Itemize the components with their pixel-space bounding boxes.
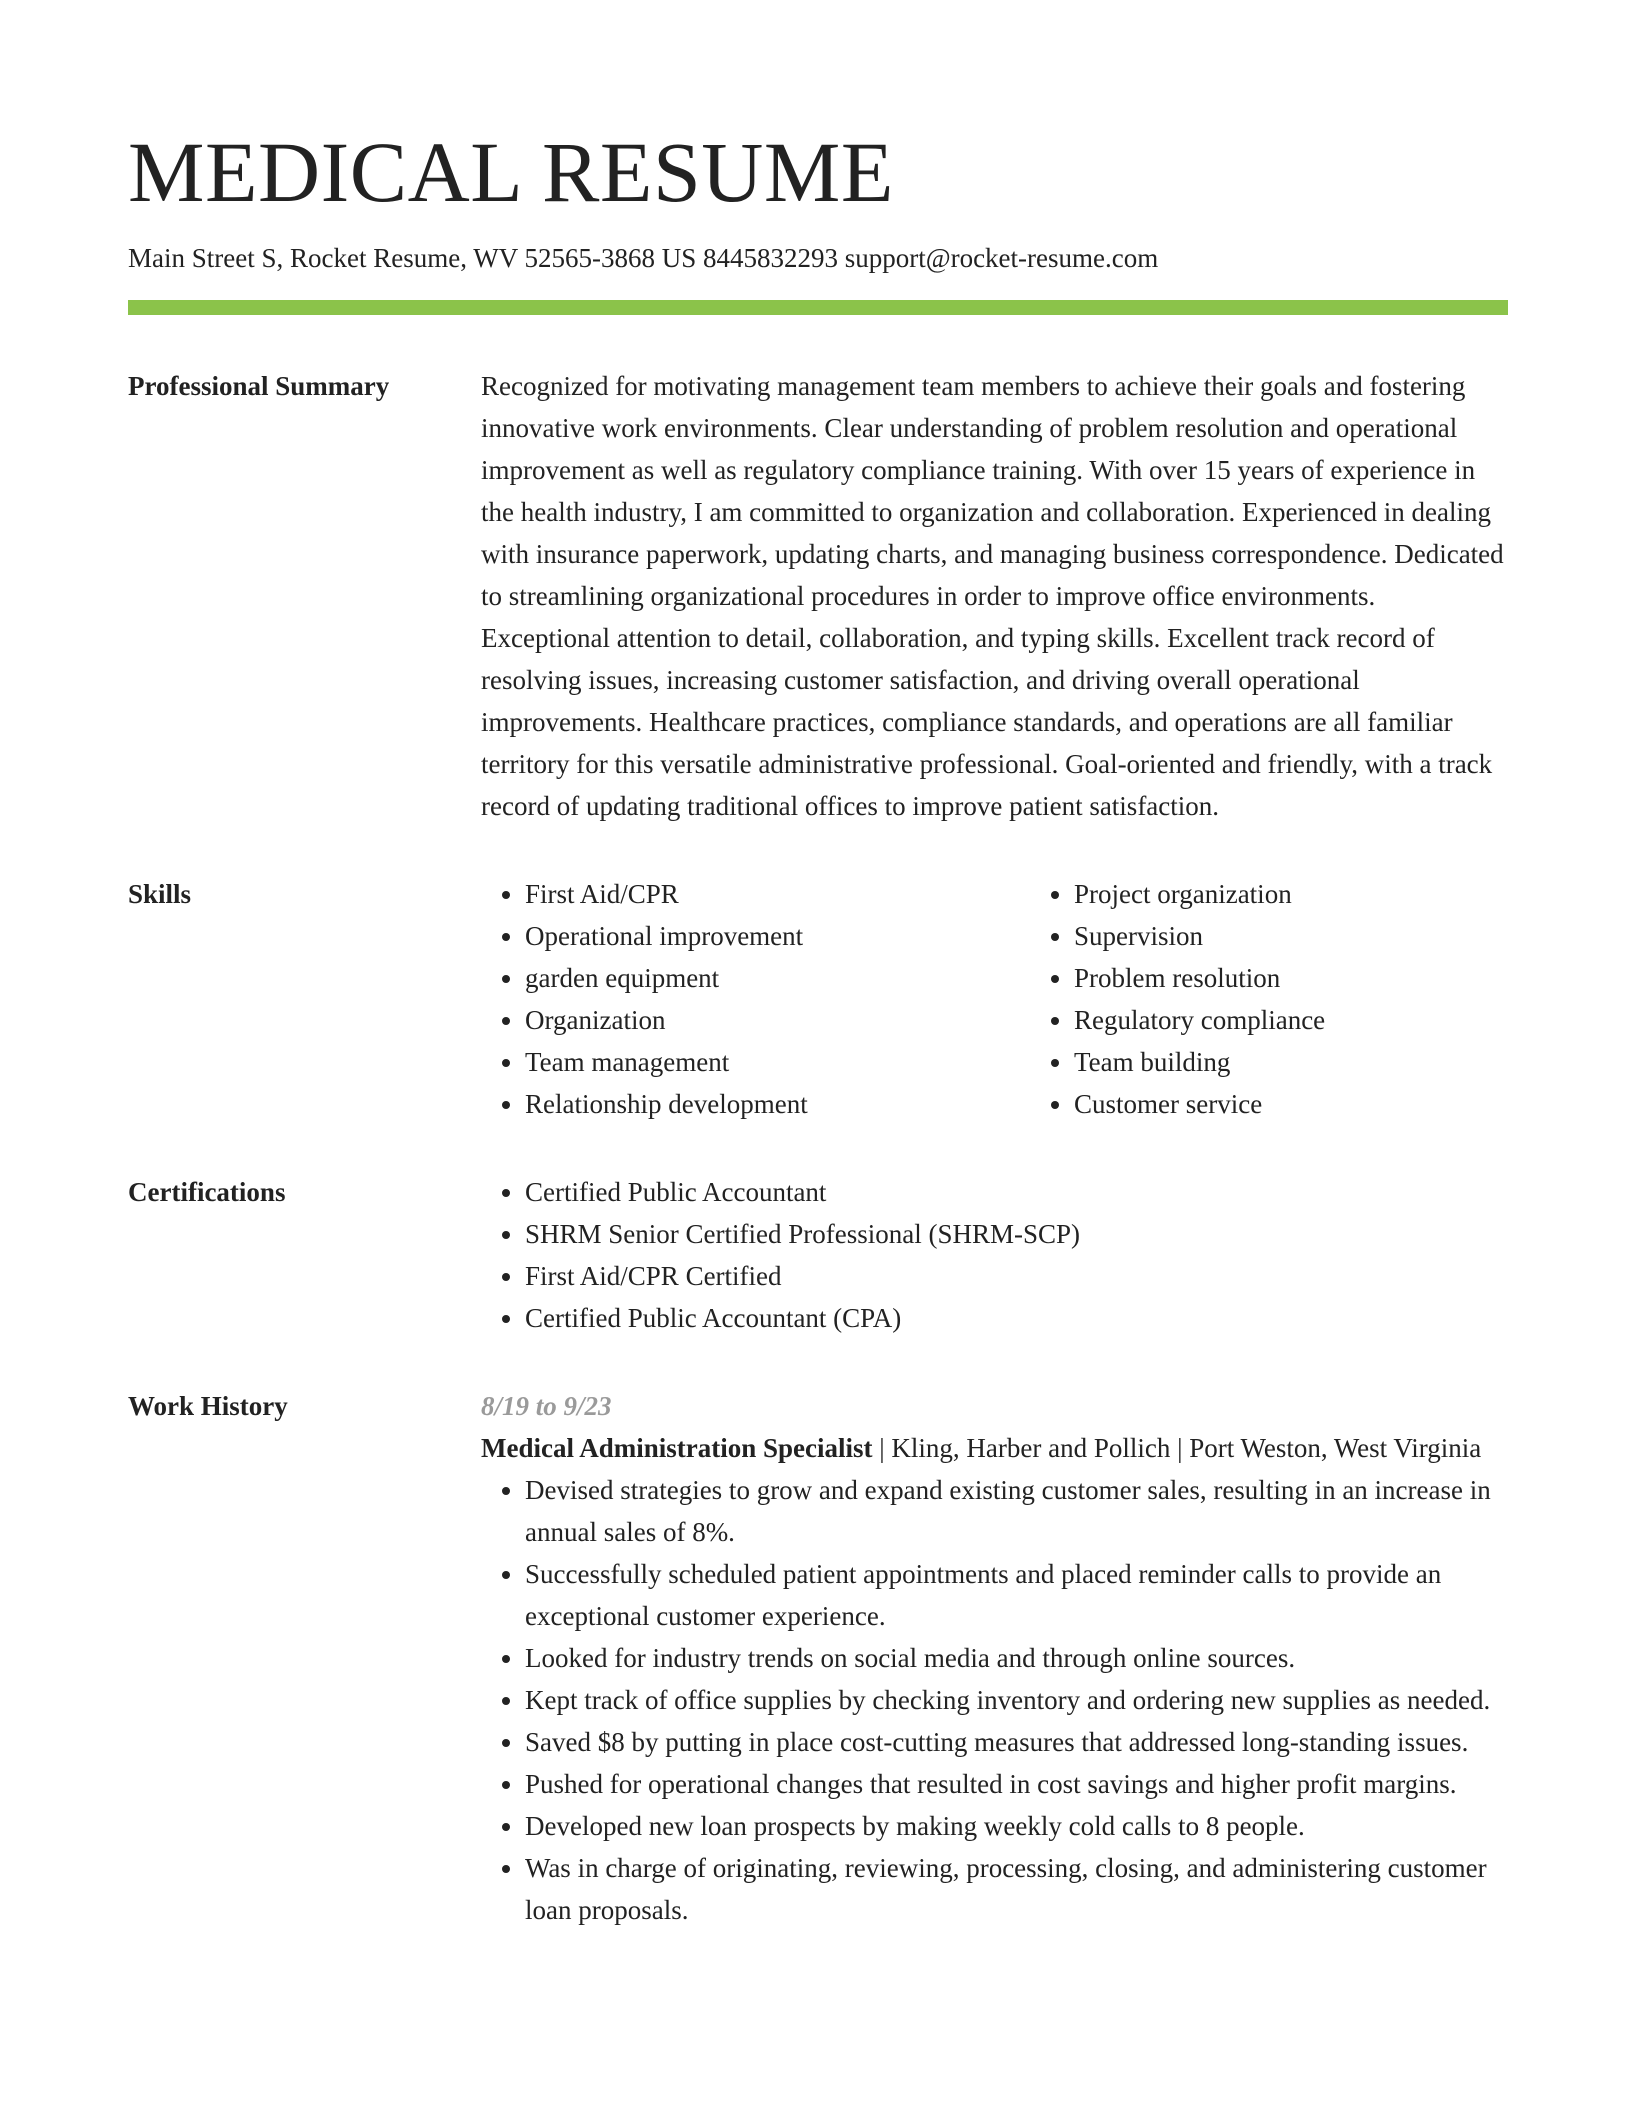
job-bullets: [481, 1469, 1508, 1931]
job-bullet: • Kept track of office supplies by checking inventory and ordering new supplies as needed.: [525, 1679, 1508, 1721]
skill-item: • First Aid/CPR: [525, 873, 1030, 915]
skill-item: • Team management: [525, 1041, 1030, 1083]
certification-item: • Certified Public Accountant (CPA): [525, 1297, 1508, 1339]
contact-line: [128, 240, 1508, 276]
skills-grid: [481, 873, 1579, 1125]
skill-item: • Supervision: [1074, 915, 1579, 957]
skill-item: • Operational improvement: [525, 915, 1030, 957]
summary-section: [128, 365, 1508, 827]
skill-item: • Problem resolution: [1074, 957, 1579, 999]
resume-page: [128, 0, 1508, 1931]
summary-body: [481, 365, 1508, 827]
skill-item: • Customer service: [1074, 1083, 1579, 1125]
job-header: [481, 1427, 1508, 1469]
skills-section: [128, 873, 1508, 1125]
job-details: | Kling, Harber and Pollich | Port Weston, West Virginia: [872, 1433, 1482, 1463]
skill-item: • Relationship development: [525, 1083, 1030, 1125]
skill-item: • Organization: [525, 999, 1030, 1041]
work-history-section: [128, 1385, 1508, 1931]
skills-column-2: [1030, 873, 1579, 1125]
skills-column-1: [481, 873, 1030, 1125]
certifications-list: [481, 1171, 1508, 1339]
skill-item: • Project organization: [1074, 873, 1579, 915]
contact-email: support@rocket-resume.com: [844, 243, 1159, 273]
skills-label: Skills: [128, 879, 192, 909]
skill-item: • Regulatory compliance: [1074, 999, 1579, 1041]
job-dates: 8/19 to 9/23: [481, 1391, 612, 1421]
job-entry: [481, 1385, 1508, 1931]
certification-item: • Certified Public Accountant: [525, 1171, 1508, 1213]
work-history-label: Work History: [128, 1391, 288, 1421]
job-bullet: • Pushed for operational changes that resulted in cost savings and higher profit margins.: [525, 1763, 1508, 1805]
contact-phone: 8445832293: [702, 243, 838, 273]
job-bullet: • Successfully scheduled patient appointments and placed reminder calls to provide an exceptional customer experience.: [525, 1553, 1508, 1637]
certifications-section: [128, 1171, 1508, 1339]
certification-item: • First Aid/CPR Certified: [525, 1255, 1508, 1297]
header-divider: [128, 300, 1508, 315]
skill-item: • garden equipment: [525, 957, 1030, 999]
certification-item: • SHRM Senior Certified Professional (SHRM-SCP): [525, 1213, 1508, 1255]
summary-text: Recognized for motivating management team members to achieve their goals and fostering innovative work environments. Clear understanding of problem resolution and operational improvement as well as regulatory compliance training. With over 15 years of experience in the health industry, I am committed to organization and collaboration. Experienced in dealing with insurance paperwork, updating charts, and managing business correspondence. Dedicated to streamlining organizational procedures in order to improve office environments. Exceptional attention to detail, collaboration, and typing skills. Excellent track record of resolving issues, increasing customer satisfaction, and driving overall operational improvements. Healthcare practices, compliance standards, and operations are all familiar territory for this versatile administrative professional. Goal-oriented and friendly, with a track record of updating traditional offices to improve patient satisfaction.: [481, 371, 1504, 821]
certifications-label: Certifications: [128, 1177, 286, 1207]
job-title: Medical Administration Specialist: [481, 1433, 873, 1463]
certifications-body: [481, 1171, 1508, 1339]
job-bullet: • Developed new loan prospects by making weekly cold calls to 8 people.: [525, 1805, 1508, 1847]
job-bullet: • Was in charge of originating, reviewing, processing, closing, and administering customer loan proposals.: [525, 1847, 1508, 1931]
summary-label: Professional Summary: [128, 371, 390, 401]
resume-title: MEDICAL RESUME: [128, 124, 894, 220]
job-bullet: • Looked for industry trends on social media and through online sources.: [525, 1637, 1508, 1679]
contact-address: Main Street S, Rocket Resume, WV 52565-3868 US: [128, 243, 697, 273]
job-bullet: • Devised strategies to grow and expand existing customer sales, resulting in an increase in annual sales of 8%.: [525, 1469, 1508, 1553]
skill-item: • Team building: [1074, 1041, 1579, 1083]
job-bullet: • Saved $8 by putting in place cost-cutting measures that addressed long-standing issues.: [525, 1721, 1508, 1763]
